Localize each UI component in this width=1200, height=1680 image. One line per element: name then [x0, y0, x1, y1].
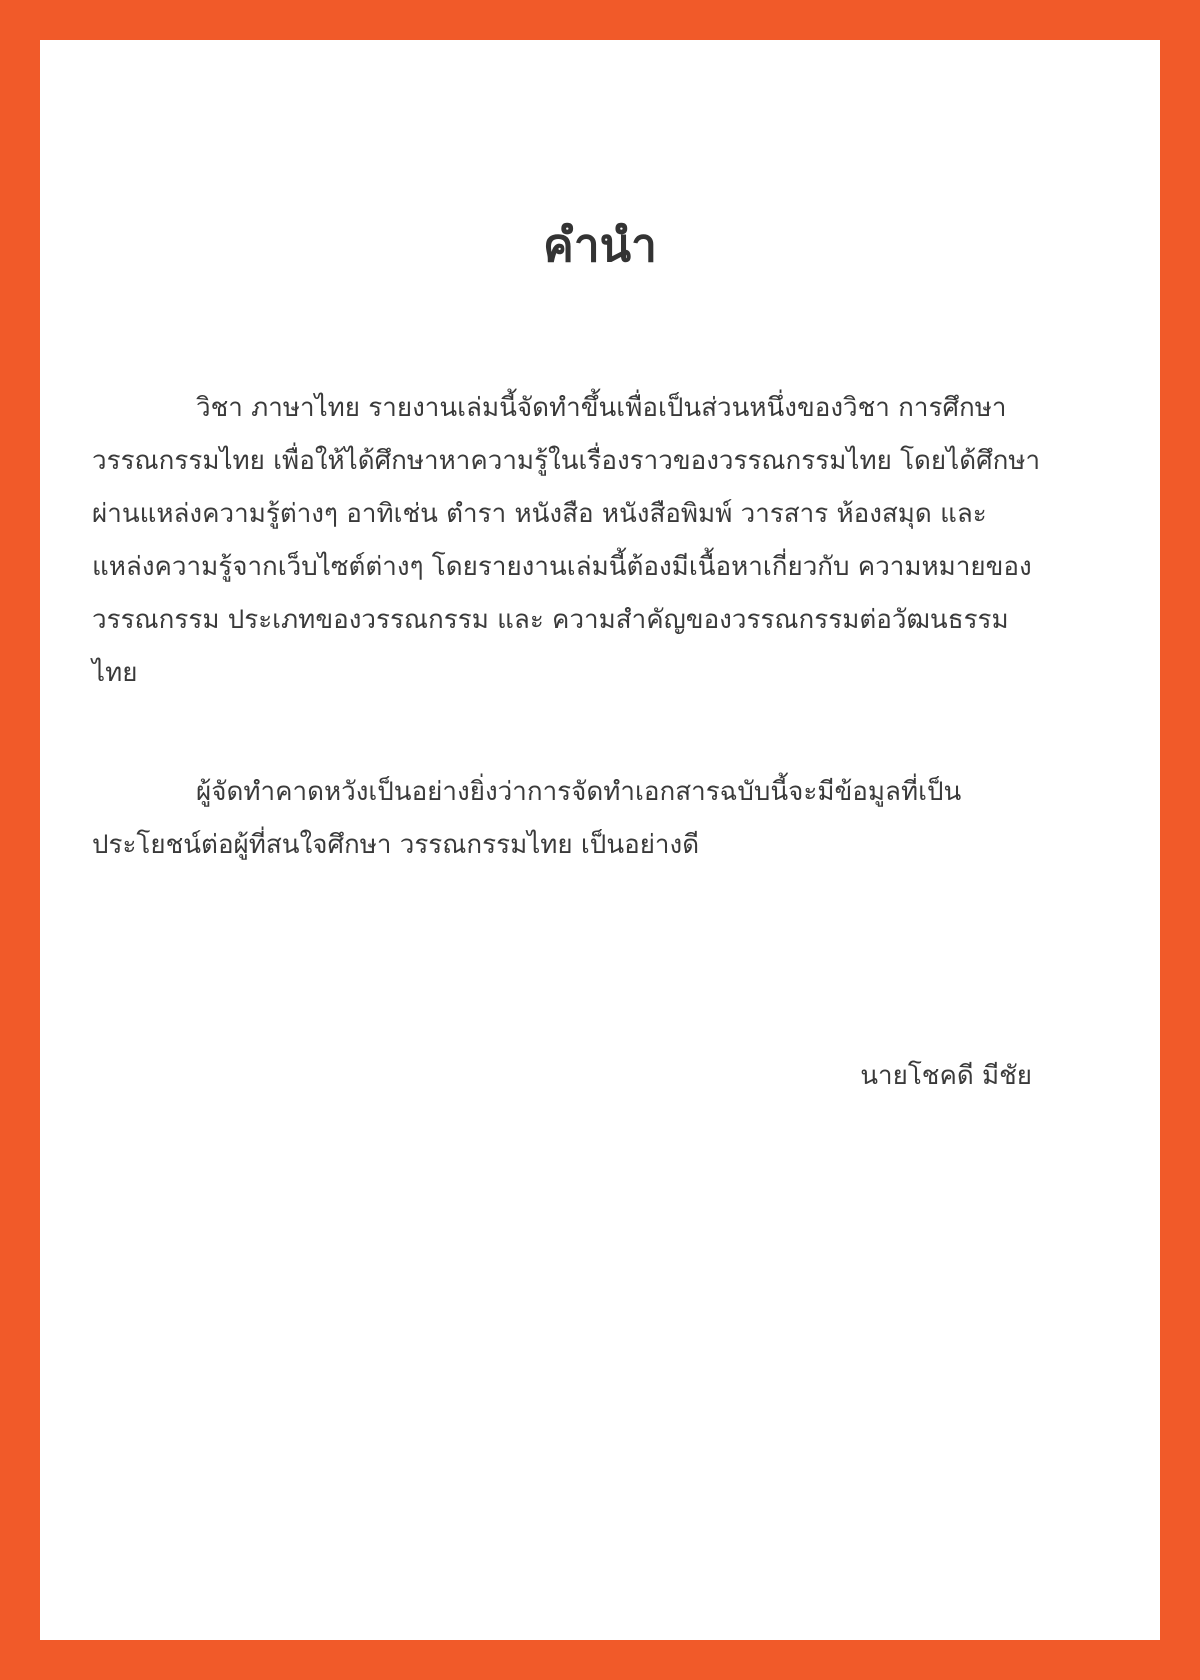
document-page [40, 40, 1160, 1640]
paragraph-expectation [92, 766, 1152, 872]
paragraph-line: วรรณกรรม ประเภทของวรรณกรรม และ ความสำคัญของวรรณกรรมต่อวัฒนธรรม [92, 605, 1009, 635]
paragraph-line: แหล่งความรู้จากเว็บไซต์ต่างๆ โดยรายงานเล่มนี้ต้องมีเนื้อหาเกี่ยวกับ ความหมายของ [92, 552, 1032, 582]
paragraph-line: ไทย [92, 658, 138, 688]
paragraph-purpose [92, 382, 1152, 700]
author-signature: นายโชคดี มีชัย [860, 1061, 1032, 1091]
paragraph-line: ผู้จัดทำคาดหวังเป็นอย่างยิ่งว่าการจัดทำเอกสารฉบับนี้จะมีข้อมูลที่เป็น [196, 777, 962, 807]
page-title: คำนำ [543, 218, 657, 272]
paragraph-line: ผ่านแหล่งความรู้ต่างๆ อาทิเช่น ตำรา หนังสือ หนังสือพิมพ์ วารสาร ห้องสมุด และ [92, 499, 987, 529]
paragraph-line: วิชา ภาษาไทย รายงานเล่มนี้จัดทำขึ้นเพื่อเป็นส่วนหนึ่งของวิชา การศึกษา [196, 393, 1007, 423]
paragraph-line: วรรณกรรมไทย เพื่อให้ได้ศึกษาหาความรู้ในเรื่องราวของวรรณกรรมไทย โดยได้ศึกษา [92, 446, 1041, 476]
paragraph-line: ประโยชน์ต่อผู้ที่สนใจศึกษา วรรณกรรมไทย เป็นอย่างดี [92, 830, 700, 860]
